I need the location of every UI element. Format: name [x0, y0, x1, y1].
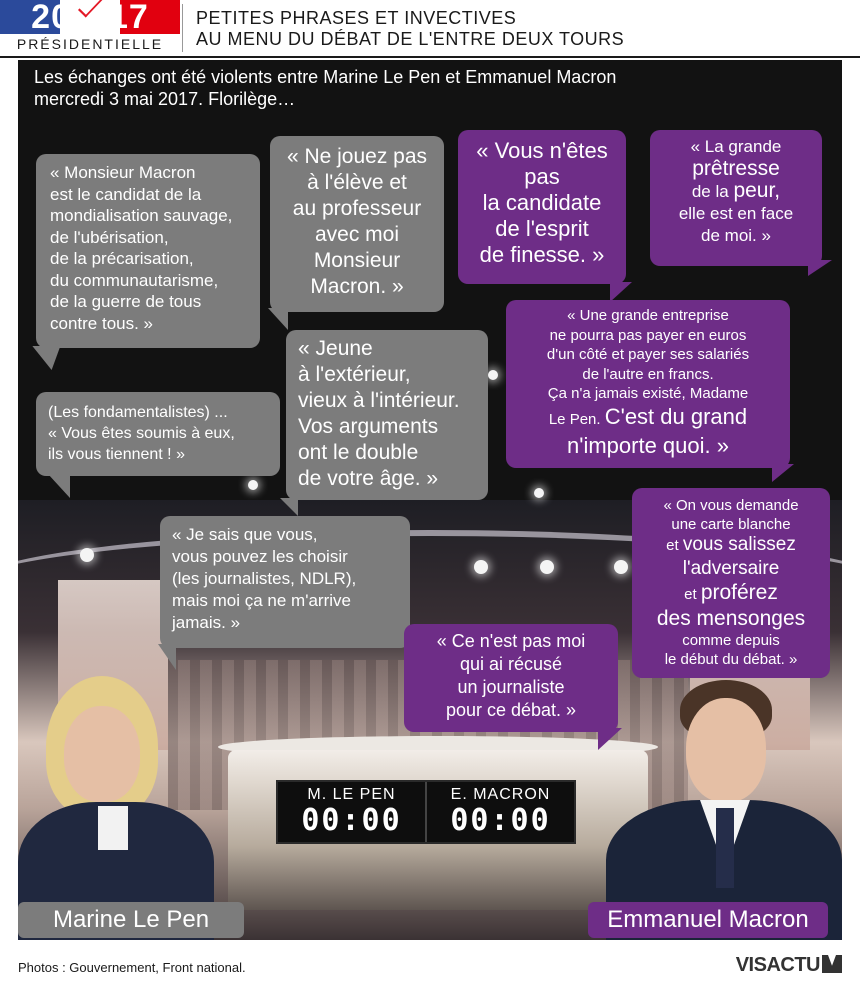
- quote-bubble-lepen-4: [160, 516, 410, 648]
- ballot-envelope-icon: [75, 8, 105, 28]
- face: [686, 698, 766, 802]
- quote-line: de moi. »: [701, 226, 771, 245]
- timer-value: 00:00: [450, 803, 551, 838]
- quote-line: [636, 534, 826, 557]
- quote-fragment: peur,: [733, 179, 781, 202]
- quote-line: « Monsieur Macron: [50, 163, 196, 182]
- quote-line: Monsieur: [313, 249, 401, 272]
- quote-line: [510, 404, 786, 433]
- election-year: [0, 0, 180, 34]
- bubble-tail: [598, 728, 622, 750]
- quote-line: (les journalistes, NDLR),: [172, 569, 357, 588]
- quote-bubble-macron-5: [632, 488, 830, 678]
- quote-line: de l'esprit: [495, 216, 589, 241]
- bubble-tail: [610, 282, 632, 302]
- quote-line: pour ce débat. »: [445, 700, 577, 720]
- studio-light: [248, 480, 258, 490]
- quote-bubble-macron-4: [36, 392, 280, 476]
- quote-line: du communautarisme,: [50, 270, 219, 290]
- tie: [716, 808, 734, 888]
- quote-line: est le candidat de la: [50, 184, 202, 204]
- timer-lepen: [278, 782, 425, 842]
- quote-bubble-lepen-2: [270, 136, 444, 312]
- quote-line: « Jeune: [298, 337, 373, 360]
- quote-line: [636, 580, 826, 607]
- title-line-2: AU MENU DU DÉBAT DE L'ENTRE DEUX TOURS: [196, 29, 625, 49]
- quote-line: ne pourra pas payer en euros: [549, 326, 747, 344]
- quote-fragment: et: [666, 537, 679, 554]
- studio-light: [474, 560, 488, 574]
- quote-bubble-macron-1: [458, 130, 626, 284]
- quote-line: « Vous êtes soumis à eux,: [48, 425, 235, 442]
- page-title: [196, 8, 624, 50]
- quote-line: de votre âge. »: [298, 467, 439, 490]
- quote-line: à l'élève et: [307, 171, 407, 194]
- quote-line: d'un côté et payer ses salariés: [546, 346, 750, 363]
- quote-line: Vos arguments: [298, 415, 439, 438]
- footer: [0, 940, 860, 982]
- quote-line: de la précarisation,: [50, 249, 194, 268]
- bubble-tail: [158, 644, 176, 670]
- quote-line: Ça n'a jamais existé, Madame: [547, 385, 749, 402]
- quote-line: de la guerre de tous: [50, 292, 202, 311]
- quote-fragment: de la: [691, 182, 729, 201]
- quote-line: l'adversaire: [682, 558, 780, 579]
- photo-credit: Photos : Gouvernement, Front national.: [18, 960, 246, 975]
- caption-lepen: Marine Le Pen: [18, 902, 244, 938]
- quote-fragment: et: [684, 586, 697, 603]
- timer-label: E. MACRON: [450, 786, 551, 803]
- quote-line: ont le double: [298, 441, 419, 464]
- quote-bubble-lepen-5: [404, 624, 618, 732]
- portrait-lepen: [18, 676, 228, 940]
- quote-line: mais moi ça ne m'arrive: [172, 591, 351, 610]
- quote-line: des mensonges: [656, 607, 806, 630]
- logo-mark-icon: [822, 955, 842, 973]
- bubble-tail: [48, 474, 70, 498]
- year-right: 17: [109, 0, 149, 36]
- quote-line: prêtresse: [692, 157, 780, 180]
- studio-light: [488, 370, 498, 380]
- quote-line: le début du débat. »: [664, 651, 798, 668]
- timer-value: 00:00: [301, 803, 402, 838]
- header-divider: [182, 4, 183, 52]
- header: [0, 0, 860, 58]
- quote-line: « Je sais que vous,: [172, 525, 318, 544]
- intro-line-2: mercredi 3 mai 2017. Florilège…: [34, 89, 296, 109]
- quote-line: comme depuis: [682, 632, 780, 649]
- quote-line: mondialisation sauvage,: [50, 206, 233, 225]
- blouse: [98, 806, 128, 850]
- quote-line: au professeur: [292, 197, 422, 220]
- bubble-tail: [280, 498, 298, 516]
- bubble-tail: [24, 346, 61, 370]
- quote-line: [510, 433, 786, 462]
- visactu-logo: [736, 954, 842, 977]
- bubble-tail: [772, 464, 794, 482]
- quote-line: « Une grande entreprise: [567, 307, 729, 324]
- quote-bubble-macron-3: [286, 330, 488, 500]
- intro-line-1: Les échanges ont été violents entre Marine Le Pen et Emmanuel Macron: [34, 67, 617, 87]
- quote-line: de finesse. »: [479, 242, 605, 267]
- quote-line: « La grande: [690, 137, 782, 156]
- header-rule: [0, 56, 860, 58]
- quote-line: Macron. »: [310, 275, 404, 298]
- quote-line: avec moi: [314, 223, 400, 246]
- quote-line: « Ce n'est pas moi: [436, 631, 586, 651]
- quote-line: pas: [524, 164, 560, 189]
- bubble-tail: [268, 308, 288, 330]
- quote-line: vieux à l'intérieur.: [298, 389, 460, 412]
- quote-line: jamais. »: [172, 613, 241, 632]
- quote-line: (Les fondamentalistes) ...: [48, 404, 228, 421]
- quote-line: un journaliste: [457, 677, 565, 697]
- caption-macron: Emmanuel Macron: [588, 902, 828, 938]
- quote-line: vous pouvez les choisir: [172, 547, 348, 566]
- quote-fragment: C'est du grand: [604, 403, 748, 429]
- quote-fragment: proférez: [700, 581, 778, 604]
- quote-line: [654, 180, 818, 203]
- quote-line: une carte blanche: [671, 516, 791, 533]
- studio-light: [540, 560, 554, 574]
- quote-line: elle est en face: [678, 204, 794, 223]
- bubble-tail: [808, 260, 832, 276]
- quote-line: ils vous tiennent ! »: [48, 446, 185, 463]
- quote-line: « Ne jouez pas: [286, 145, 428, 168]
- quote-fragment: n'importe quoi. »: [567, 432, 729, 458]
- studio-light: [534, 488, 544, 498]
- quote-line: à l'extérieur,: [298, 363, 411, 386]
- quote-line: de l'autre en francs.: [582, 365, 714, 383]
- quote-line: « On vous demande: [663, 497, 799, 514]
- quote-line: qui ai récusé: [459, 654, 563, 674]
- debate-scene: [18, 60, 842, 940]
- intro-text: [34, 66, 734, 110]
- quote-line: de l'ubérisation,: [50, 227, 169, 247]
- timer-macron: [425, 782, 574, 842]
- quote-line: « Vous n'êtes: [476, 138, 608, 163]
- portrait-macron: [588, 680, 842, 940]
- quote-fragment: vous salissez: [682, 534, 796, 555]
- studio-light: [80, 548, 94, 562]
- quote-bubble-macron-2: [506, 300, 790, 468]
- studio-light: [614, 560, 628, 574]
- timer-label: M. LE PEN: [307, 786, 396, 803]
- face: [64, 706, 140, 802]
- year-left: 20: [31, 0, 71, 36]
- quote-bubble-lepen-1: [36, 154, 260, 348]
- quote-bubble-lepen-3: [650, 130, 822, 266]
- quote-line: la candidate: [482, 190, 602, 215]
- quote-line: contre tous. »: [50, 313, 154, 333]
- quote-fragment: Le Pen.: [548, 410, 601, 428]
- debate-timer: [276, 780, 576, 844]
- logo-text: VISACTU: [735, 954, 820, 976]
- election-subtitle: PRÉSIDENTIELLE: [16, 36, 164, 52]
- title-line-1: PETITES PHRASES ET INVECTIVES: [196, 8, 517, 28]
